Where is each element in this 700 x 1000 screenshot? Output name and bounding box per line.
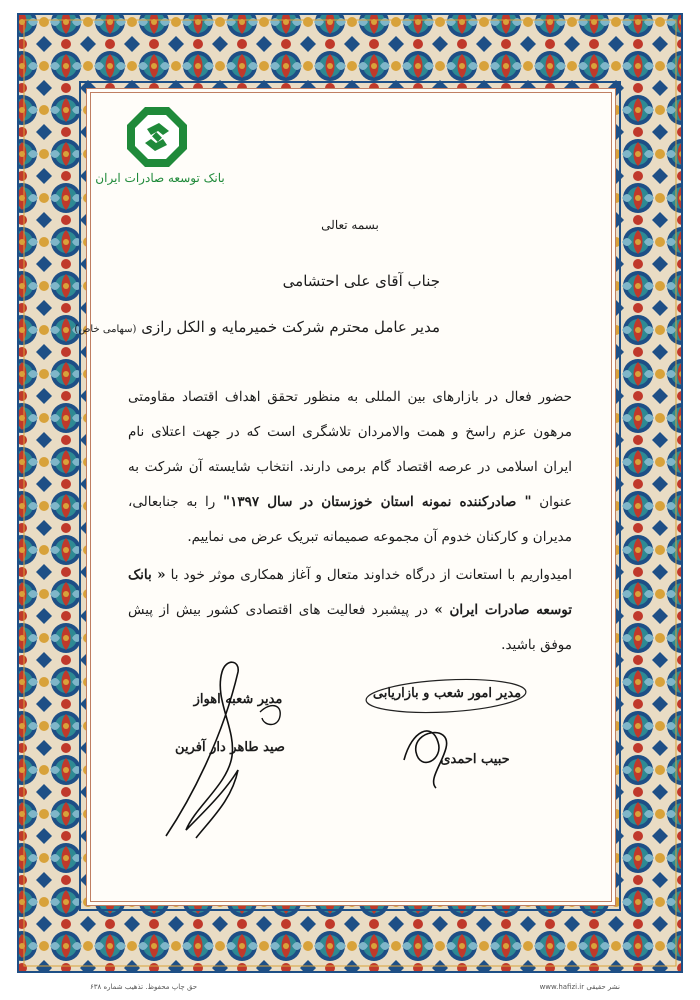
bank-emblem-icon [125, 105, 189, 169]
body-text-part2: را به جنابعالی، مدیران و کارکنان خدوم آن مجموعه صمیمانه تبریک عرض می نماییم. [128, 494, 572, 545]
footer-copyright: حق چاپ محفوظ. تذهیب شماره ۶۳۸ [90, 983, 198, 991]
bank-name: بانک توسعه صادرات ایران [95, 171, 225, 185]
recipient-company-type: (سهامی خاص) [74, 324, 137, 335]
right-signatory-name: حبیب احمدی [440, 752, 510, 767]
footer-publisher: نشر حقیقی www.hafizi.ir [539, 983, 620, 991]
recipient-name: جناب آقای علی احتشامی [282, 272, 440, 290]
bank-logo [95, 105, 225, 195]
letter-body [128, 380, 572, 555]
letter-closing [128, 558, 572, 663]
closing-emphasis: « بانک توسعه صادرات ایران » [128, 567, 572, 618]
right-signatory-role: مدیر امور شعب و بازاریابی [372, 686, 522, 701]
left-signatory-name: صید طاهر دار آفرین [175, 740, 285, 755]
closing-text-part1: امیدواریم با استعانت از درگاه خداوند متعال و آغاز همکاری موثر خود با [170, 567, 572, 583]
closing-text-part2: در پیشبرد فعالیت های اقتصادی کشور بیش از پیش موفق باشید. [128, 602, 572, 653]
bismillah-heading: بسمه تعالی [321, 218, 379, 232]
recipient-title-text: مدیر عامل محترم شرکت خمیرمایه و الکل رازی [141, 318, 440, 336]
left-signatory-role: مدیر شعبه اهواز [193, 692, 283, 707]
body-text-part1: حضور فعال در بازارهای بین المللی به منظور تحقق اهداف اقتصاد مقاومتی مرهون عزم راسخ و همت والامردان تلاشگری است که در جهت اعتلای نام ایران اسلامی در عرصه اقتصاد گام برمی دارند. انتخاب شایسته آن شرکت به عنوان [128, 389, 573, 510]
body-emphasis: " صادرکننده نمونه استان خوزستان در سال ۱۳۹۷" [223, 494, 532, 510]
recipient-title [74, 318, 440, 336]
